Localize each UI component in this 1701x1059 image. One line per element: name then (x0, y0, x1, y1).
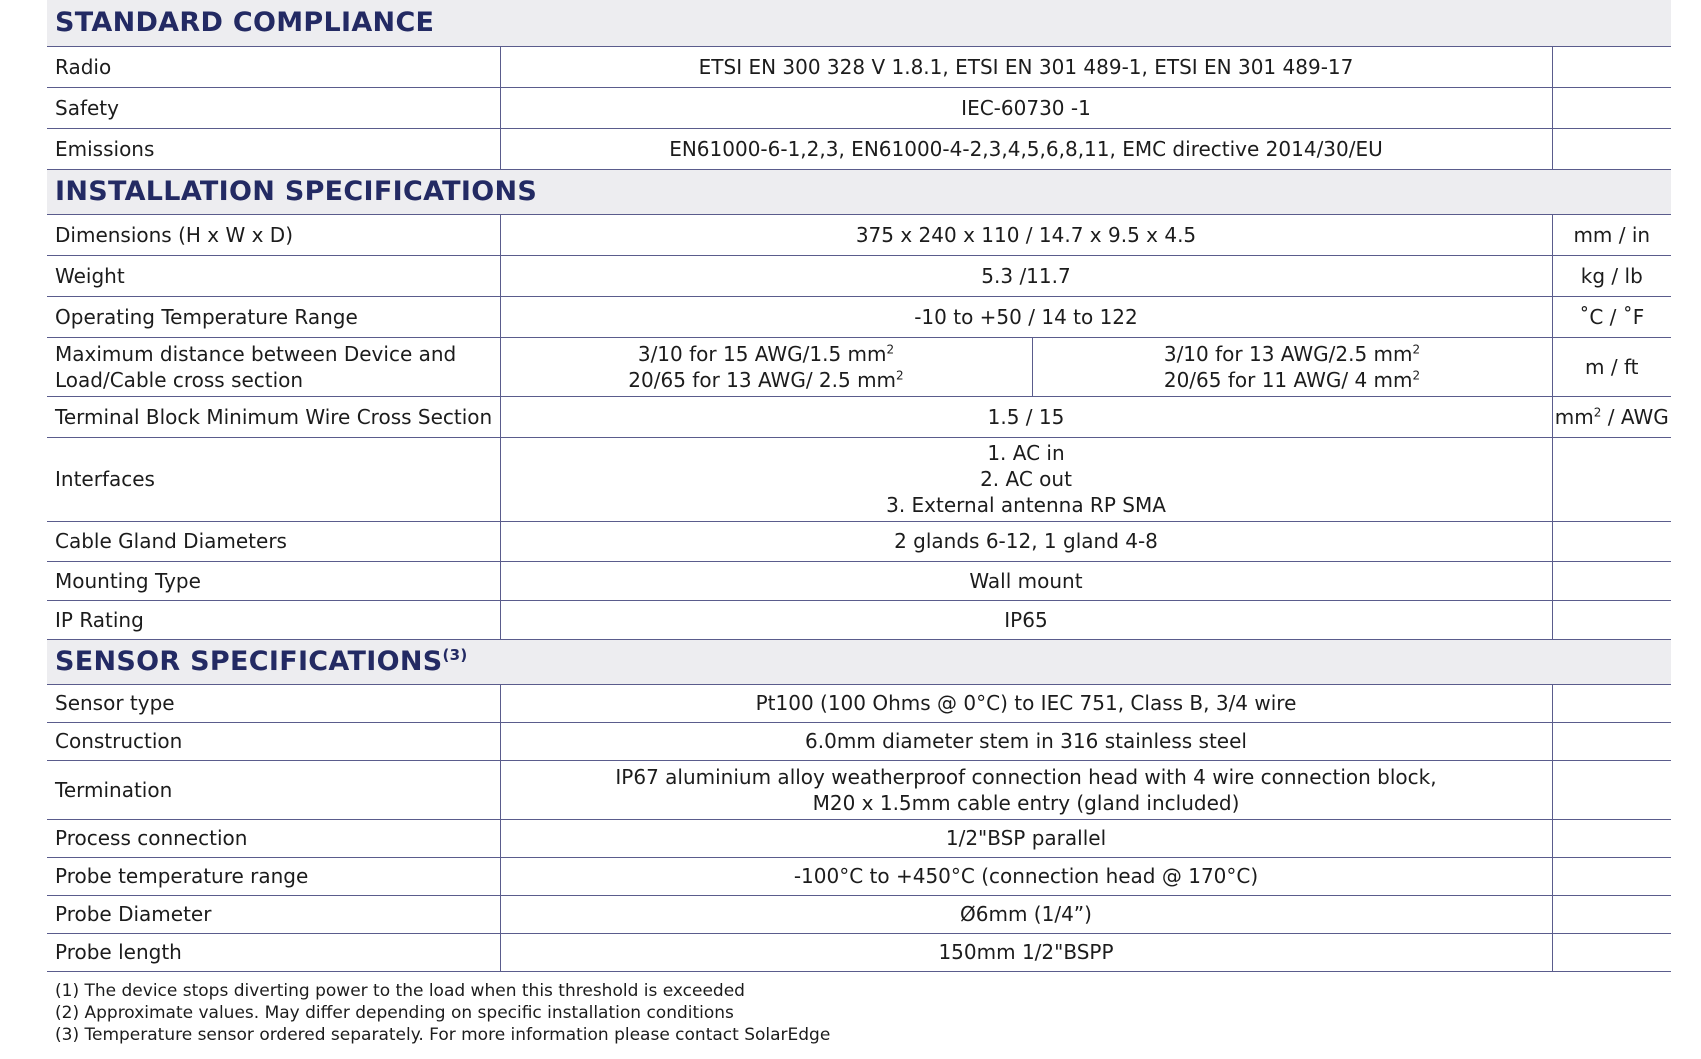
superscript: 2 (1593, 404, 1602, 419)
table-row (47, 214, 1671, 255)
superscript: 2 (896, 367, 904, 382)
row-unit (1552, 760, 1671, 819)
value-line: IP67 aluminium alloy weatherproof connection head with 4 wire connection block, (615, 764, 1437, 789)
section-title (47, 639, 1671, 684)
row-value-left (500, 337, 1032, 396)
row-unit: kg / lb (1552, 255, 1671, 296)
row-value: 1/2"BSP parallel (500, 819, 1552, 857)
row-label: Construction (47, 722, 500, 760)
table-row (47, 128, 1671, 169)
table-row (47, 87, 1671, 128)
value-text: 20/65 for 11 AWG/ 4 mm (1163, 367, 1413, 392)
row-label: Probe length (47, 933, 500, 971)
row-unit: mm / in (1552, 214, 1671, 255)
spec-table (47, 0, 1671, 972)
row-unit: ˚C / ˚F (1552, 296, 1671, 337)
row-value: Wall mount (500, 561, 1552, 600)
section-header-sensor (47, 639, 1671, 684)
row-unit (1552, 46, 1671, 87)
value-text: 20/65 for 13 AWG/ 2.5 mm (628, 367, 897, 392)
value-line (501, 341, 1032, 367)
value-line (501, 367, 1032, 393)
row-unit (1552, 437, 1671, 521)
row-value: Pt100 (100 Ohms @ 0°C) to IEC 751, Class B, 3/4 wire (500, 684, 1552, 722)
row-value-right (1032, 337, 1552, 396)
row-label: Dimensions (H x W x D) (47, 214, 500, 255)
unit-text: / AWG (1601, 404, 1669, 429)
table-row (47, 561, 1671, 600)
row-unit (1552, 396, 1671, 437)
row-label: Weight (47, 255, 500, 296)
footnote-ref: (3) (442, 645, 468, 664)
row-value: 2 glands 6-12, 1 gland 4-8 (500, 521, 1552, 561)
table-row (47, 857, 1671, 895)
row-label: Radio (47, 46, 500, 87)
unit-text: mm (1554, 404, 1594, 429)
table-row (47, 46, 1671, 87)
value-line (1033, 367, 1552, 393)
row-value (500, 437, 1552, 521)
row-label: Sensor type (47, 684, 500, 722)
value-line: M20 x 1.5mm cable entry (gland included) (812, 790, 1240, 815)
row-unit (1552, 600, 1671, 639)
table-row (47, 933, 1671, 971)
footnote: (2) Approximate values. May differ depending on specific installation conditions (55, 1003, 734, 1023)
row-value: -10 to +50 / 14 to 122 (500, 296, 1552, 337)
row-value: 6.0mm diameter stem in 316 stainless steel (500, 722, 1552, 760)
row-label: Terminal Block Minimum Wire Cross Section (47, 396, 500, 437)
row-label: Interfaces (47, 437, 500, 521)
footnote: (3) Temperature sensor ordered separately. For more information please contact SolarEdge (55, 1025, 831, 1045)
row-unit: m / ft (1552, 337, 1671, 396)
value-line: 2. AC out (980, 467, 1072, 491)
table-row (47, 895, 1671, 933)
row-label: Operating Temperature Range (47, 296, 500, 337)
value-line: 3. External antenna RP SMA (886, 493, 1166, 517)
row-label: Cable Gland Diameters (47, 521, 500, 561)
row-value: 1.5 / 15 (500, 396, 1552, 437)
table-row (47, 337, 1671, 396)
section-title-text: SENSOR SPECIFICATIONS (55, 645, 443, 677)
row-unit (1552, 521, 1671, 561)
value-text: 3/10 for 15 AWG/1.5 mm (637, 341, 887, 366)
table-row (47, 760, 1671, 819)
row-unit (1552, 684, 1671, 722)
row-value: -100°C to +450°C (connection head @ 170°C) (500, 857, 1552, 895)
row-label-line: Load/Cable cross section (55, 367, 304, 392)
section-title: INSTALLATION SPECIFICATIONS (47, 169, 1671, 214)
superscript: 2 (886, 341, 895, 356)
row-label: Safety (47, 87, 500, 128)
table-row (47, 396, 1671, 437)
row-unit (1552, 722, 1671, 760)
row-unit (1552, 819, 1671, 857)
row-label: Termination (47, 760, 500, 819)
footnotes (55, 980, 830, 1046)
row-label-line: Maximum distance between Device and (55, 341, 457, 366)
section-header-installation (47, 169, 1671, 214)
value-text: 3/10 for 13 AWG/2.5 mm (1163, 341, 1413, 366)
row-label: Mounting Type (47, 561, 500, 600)
row-value: 375 x 240 x 110 / 14.7 x 9.5 x 4.5 (500, 214, 1552, 255)
table-row (47, 296, 1671, 337)
footnote: (1) The device stops diverting power to the load when this threshold is exceeded (55, 981, 745, 1001)
row-label: Emissions (47, 128, 500, 169)
row-unit (1552, 87, 1671, 128)
row-label: Probe temperature range (47, 857, 500, 895)
row-unit (1552, 128, 1671, 169)
row-label: Probe Diameter (47, 895, 500, 933)
superscript: 2 (1412, 367, 1421, 382)
row-value: Ø6mm (1/4”) (500, 895, 1552, 933)
table-row (47, 521, 1671, 561)
spec-sheet (47, 0, 1671, 972)
row-unit (1552, 857, 1671, 895)
row-unit (1552, 895, 1671, 933)
table-row (47, 255, 1671, 296)
row-value: IEC-60730 -1 (500, 87, 1552, 128)
row-label (47, 337, 500, 396)
row-value: 150mm 1/2"BSPP (500, 933, 1552, 971)
row-label: Process connection (47, 819, 500, 857)
value-line (1033, 341, 1552, 367)
table-row (47, 437, 1671, 521)
row-value (500, 760, 1552, 819)
row-value: EN61000-6-1,2,3, EN61000-4-2,3,4,5,6,8,11, EMC directive 2014/30/EU (500, 128, 1552, 169)
superscript: 2 (1412, 341, 1421, 356)
section-header-standard-compliance (47, 0, 1671, 46)
row-value: IP65 (500, 600, 1552, 639)
table-row (47, 684, 1671, 722)
table-row (47, 600, 1671, 639)
row-value: 5.3 /11.7 (500, 255, 1552, 296)
table-row (47, 819, 1671, 857)
value-line: 1. AC in (987, 441, 1065, 465)
row-value: ETSI EN 300 328 V 1.8.1, ETSI EN 301 489-1, ETSI EN 301 489-17 (500, 46, 1552, 87)
section-title: STANDARD COMPLIANCE (47, 0, 1671, 46)
row-label: IP Rating (47, 600, 500, 639)
row-unit (1552, 561, 1671, 600)
table-row (47, 722, 1671, 760)
row-unit (1552, 933, 1671, 971)
